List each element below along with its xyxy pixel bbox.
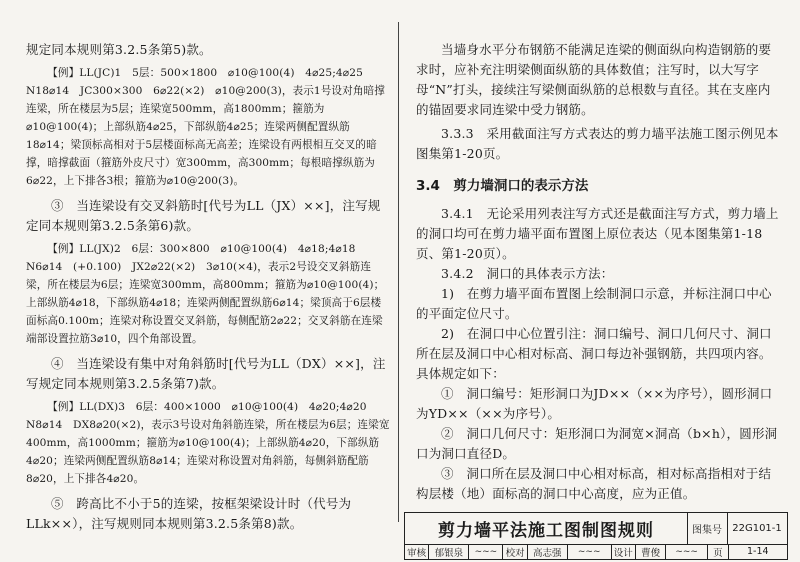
page-number: 1-14 — [747, 546, 769, 557]
proof-label: 校对 — [503, 544, 527, 559]
design-label: 设计 — [612, 544, 636, 559]
paragraph: 2) 在洞口中心位置引注：洞口编号、洞口几何尺寸、洞口所在层及洞口中心相对标高、洞口每边补强钢筋，共四项内容。具体规定如下： — [416, 326, 772, 381]
title-block — [404, 512, 788, 560]
atlas-number: 22G101-1 — [727, 513, 787, 545]
paragraph: 3.4.1 无论采用列表注写方式还是截面注写方式，剪力墙上的洞口均可在剪力墙平面布置图上原位表达（见本图集第1-18页、第1-20页）。 — [416, 206, 779, 261]
paragraph: ④ 当连梁设有集中对角斜筋时[代号为LL（DX）××]，注写规定同本规则第3.2.5条第7)款。 — [26, 356, 386, 391]
paragraph: 规定同本规则第3.2.5条第5)款。 — [26, 42, 212, 57]
paragraph: ② 洞口几何尺寸：矩形洞口为洞宽×洞高（b×h），圆形洞口为洞口直径D。 — [416, 426, 778, 461]
designer-name: 曹俊 — [636, 544, 666, 559]
example-block: 【例】LL(JX)2 6层：300×800 ⌀10@100(4) 4⌀18;4⌀18 N6⌀14 (+0.100) JX2⌀22(×2) 3⌀10(×4)，表示2号设交叉斜筋连梁，所在楼层为6层；连梁宽300mm，高800mm；箍筋为⌀10@100(4)；上部纵筋4⌀18，下部纵筋4⌀18；连梁两侧配置纵筋6⌀14；梁顶高于6层楼面标高0.100m；连梁对称设置交叉斜筋，每侧配筋2⌀22；交叉斜筋在连梁端部设置拉筋3⌀10，四个角部设置。 — [26, 243, 385, 345]
example-block: 【例】LL(JC)1 5层：500×1800 ⌀10@100(4) 4⌀25;4⌀25 N18⌀14 JC300×300 6⌀22(×2) ⌀10@200(3)，表示1号设对角暗撑连梁，所在楼层为5层；连梁宽500mm，高1800mm；箍筋为⌀10@100(4)；上部纵筋4⌀25，下部纵筋4⌀25；连梁两侧配置纵筋18⌀14；梁顶标高相对于5层楼面标高无高差；连梁设有两根相互交叉的暗撑，暗撑截面（箍筋外皮尺寸）宽300mm，高300mm；每根暗撑纵筋为6⌀22，上下排各3根；箍筋为⌀10@200(3)。 — [26, 67, 385, 187]
paragraph: 当墙身水平分布钢筋不能满足连梁的侧面纵向构造钢筋的要求时，应补充注明梁侧面纵筋的具体数值；注写时，以大写字母“N”打头，接续注写梁侧面纵筋的总根数与直径。其在支座内的锚固要求同连梁中受力钢筋。 — [416, 42, 772, 117]
paragraph: ③ 当连梁设有交叉斜筋时[代号为LL（JX）××]，注写规定同本规则第3.2.5条第6)款。 — [26, 198, 381, 233]
example-block: 【例】LL(DX)3 6层：400×1000 ⌀10@100(4) 4⌀20;4⌀20 N8⌀14 DX8⌀20(×2)，表示3号设对角斜筋连梁，所在楼层为6层；连梁宽400mm，高1000mm；箍筋为⌀10@100(4)；上部纵筋4⌀20，下部纵筋4⌀20；连梁两侧配置纵筋8⌀14；连梁对称设置对角斜筋，每侧斜筋配筋8⌀20，上下排各4⌀20。 — [26, 401, 390, 485]
review-label: 审核 — [405, 544, 429, 559]
signature-row — [405, 544, 787, 559]
section-heading: 3.4 剪力墙洞口的表示方法 — [416, 178, 589, 194]
proofer-signature: ~~~ — [568, 544, 612, 559]
proofer-name: 高志强 — [528, 544, 568, 559]
column-divider — [398, 22, 399, 522]
right-column — [416, 40, 780, 504]
paragraph: 3.4.2 洞口的具体表示方法： — [441, 266, 614, 281]
drawing-title: 剪力墙平法施工图制图规则 — [405, 513, 688, 545]
paragraph: ⑤ 跨高比不小于5的连梁，按框架梁设计时（代号为LLk××），注写规则同本规则第3.2.5条第8)款。 — [26, 496, 352, 531]
page-label: 页 — [708, 544, 728, 559]
paragraph: ③ 洞口所在层及洞口中心相对标高，相对标高指相对于结构层楼（地）面标高的洞口中心高度，应为正值。 — [416, 466, 772, 501]
paragraph: 1) 在剪力墙平面布置图上绘制洞口示意，并标注洞口中心的平面定位尺寸。 — [416, 286, 772, 321]
paragraph: 3.3.3 采用截面注写方式表达的剪力墙平法施工图示例见本图集第1-20页。 — [416, 126, 779, 161]
atlas-number-label: 图集号 — [687, 513, 728, 545]
left-column — [26, 40, 390, 534]
paragraph: ① 洞口编号：矩形洞口为JD××（××为序号），圆形洞口为YD××（××为序号）。 — [416, 386, 773, 421]
designer-signature: ~~~ — [666, 544, 708, 559]
reviewer-signature: ~~~ — [469, 544, 503, 559]
reviewer-name: 郁银泉 — [429, 544, 469, 559]
